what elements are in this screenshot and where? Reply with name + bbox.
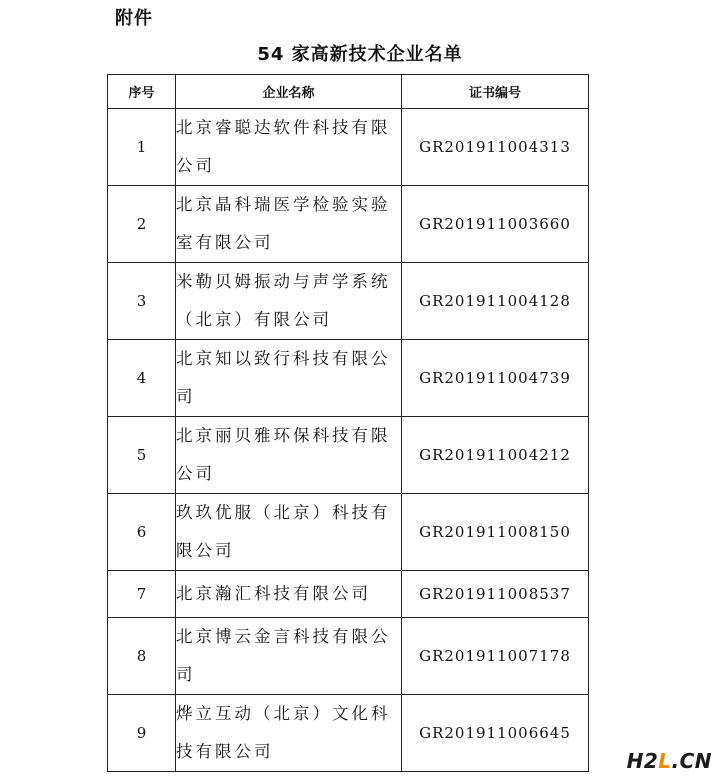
row-certificate-number: GR201911008150 [402, 494, 589, 571]
watermark-text-cn: .CN [671, 749, 712, 773]
table-row [108, 417, 589, 494]
row-certificate-number: GR201911003660 [402, 186, 589, 263]
row-serial-number: 1 [108, 109, 176, 186]
attachment-label: 附件 [115, 8, 153, 29]
row-company-name: 北京瀚汇科技有限公司 [176, 571, 402, 618]
row-serial-number: 7 [108, 571, 176, 618]
watermark-text-l: L [658, 749, 672, 773]
row-company-name: 烨立互动（北京）文化科技有限公司 [176, 695, 402, 772]
row-company-name: 北京丽贝雅环保科技有限公司 [176, 417, 402, 494]
row-company-name: 北京博云金言科技有限公司 [176, 618, 402, 695]
row-certificate-number: GR201911007178 [402, 618, 589, 695]
row-certificate-number: GR201911004739 [402, 340, 589, 417]
table-row [108, 263, 589, 340]
table-row [108, 494, 589, 571]
table-row [108, 695, 589, 772]
row-certificate-number: GR201911004128 [402, 263, 589, 340]
table-header-row [108, 75, 589, 109]
row-certificate-number: GR201911004313 [402, 109, 589, 186]
row-serial-number: 9 [108, 695, 176, 772]
header-serial-number: 序号 [108, 75, 176, 109]
site-watermark-logo [627, 749, 712, 773]
document-title: 54 家高新技术企业名单 [257, 44, 463, 65]
header-certificate-number: 证书编号 [402, 75, 589, 109]
row-certificate-number: GR201911004212 [402, 417, 589, 494]
row-serial-number: 4 [108, 340, 176, 417]
company-list-table [107, 74, 589, 772]
row-serial-number: 3 [108, 263, 176, 340]
row-serial-number: 2 [108, 186, 176, 263]
header-company-name: 企业名称 [176, 75, 402, 109]
row-serial-number: 6 [108, 494, 176, 571]
table-row [108, 618, 589, 695]
watermark-text-h2: H2 [626, 749, 659, 773]
row-company-name: 玖玖优服（北京）科技有限公司 [176, 494, 402, 571]
row-company-name: 北京晶科瑞医学检验实验室有限公司 [176, 186, 402, 263]
row-company-name: 北京知以致行科技有限公司 [176, 340, 402, 417]
row-certificate-number: GR201911008537 [402, 571, 589, 618]
row-company-name: 米勒贝姆振动与声学系统（北京）有限公司 [176, 263, 402, 340]
table-row [108, 186, 589, 263]
row-certificate-number: GR201911006645 [402, 695, 589, 772]
table-row [108, 571, 589, 618]
row-serial-number: 5 [108, 417, 176, 494]
row-company-name: 北京睿聪达软件科技有限公司 [176, 109, 402, 186]
table-row [108, 340, 589, 417]
row-serial-number: 8 [108, 618, 176, 695]
table-row [108, 109, 589, 186]
